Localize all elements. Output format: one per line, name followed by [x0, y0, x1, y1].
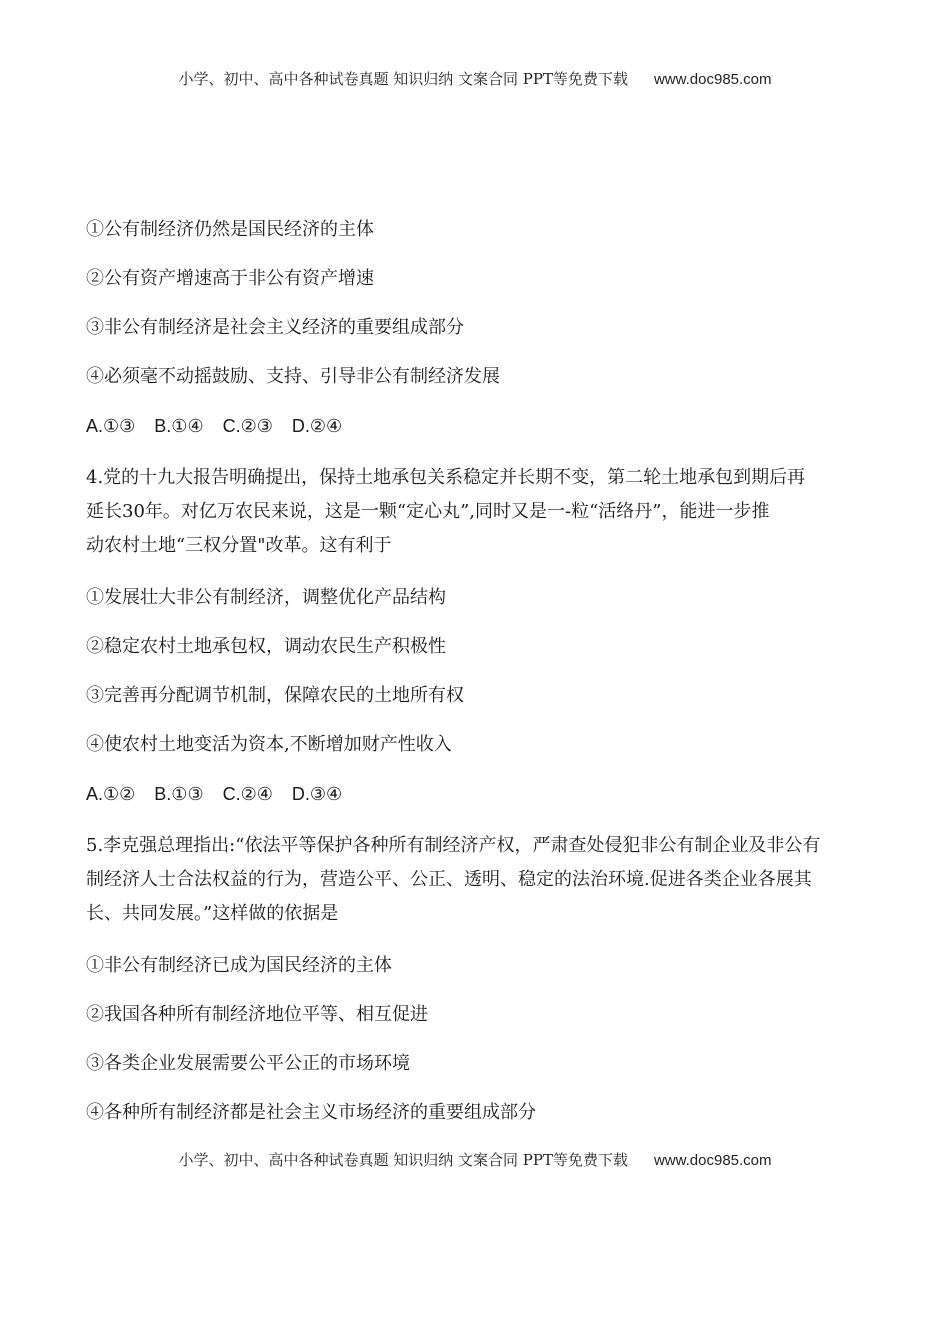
header-site-link[interactable]: www.doc985.com [653, 71, 772, 88]
header-text: 小学、初中、高中各种试卷真题 知识归纳 文案合同 PPT等免费下载 [178, 70, 628, 88]
question-3-options [86, 216, 866, 391]
footer-text: 小学、初中、高中各种试卷真题 知识归纳 文案合同 PPT等免费下载 [178, 1151, 628, 1169]
q5-stem-line-1: 5.李克强总理指出:“依法平等保护各种所有制经济产权，严肃查处侵犯非公有制企业及非公有 [86, 835, 821, 856]
q5-option-4: ④各种所有制经济都是社会主义市场经济的重要组成部分 [86, 1102, 536, 1123]
q3-choice-d: D.②④ [291, 416, 343, 436]
q4-stem-line-1: 4.党的十九大报告明确提出，保持土地承包关系稳定并长期不变，第二轮土地承包到期后再 [86, 467, 806, 488]
q3-choice-b: B.①④ [154, 416, 204, 436]
q4-choice-d: D.③④ [291, 784, 343, 804]
q5-stem-line-3: 长、共同发展。”这样做的依据是 [86, 903, 339, 924]
q4-option-3: ③完善再分配调节机制，保障农民的土地所有权 [86, 685, 464, 706]
q5-stem [86, 829, 866, 931]
q3-option-4: ④必须毫不动摇鼓励、支持、引导非公有制经济发展 [86, 366, 500, 387]
footer-site-link[interactable]: www.doc985.com [653, 1152, 772, 1169]
q4-choices [86, 780, 866, 808]
q5-option-1: ①非公有制经济已成为国民经济的主体 [86, 955, 392, 976]
page-header [0, 68, 950, 89]
q3-choices [86, 412, 866, 440]
q3-choice-c: C.②③ [222, 416, 273, 436]
q4-option-1: ①发展壮大非公有制经济，调整优化产品结构 [86, 587, 446, 608]
q4-option-4: ④使农村土地变活为资本,不断增加财产性收入 [86, 734, 452, 755]
q4-choice-c: C.②④ [222, 784, 273, 804]
q3-option-1: ①公有制经济仍然是国民经济的主体 [86, 219, 374, 240]
q5-stem-line-2: 制经济人士合法权益的行为，营造公平、公正、透明、稳定的法治环境.促进各类企业各展其 [86, 869, 812, 890]
question-4-options [86, 584, 866, 759]
q4-choice-b: B.①③ [154, 784, 204, 804]
q5-option-2: ②我国各种所有制经济地位平等、相互促进 [86, 1004, 428, 1025]
q4-stem-line-3: 动农村土地“三权分置"改革。这有利于 [86, 535, 392, 556]
document-body [86, 216, 866, 1148]
page-footer [0, 1149, 950, 1170]
q4-stem [86, 461, 866, 563]
q3-option-3: ③非公有制经济是社会主义经济的重要组成部分 [86, 317, 464, 338]
question-5-options [86, 952, 866, 1127]
q3-choice-a: A.①③ [86, 416, 136, 436]
q3-option-2: ②公有资产增速高于非公有资产增速 [86, 268, 374, 289]
q5-option-3: ③各类企业发展需要公平公正的市场环境 [86, 1053, 410, 1074]
q4-option-2: ②稳定农村土地承包权，调动农民生产积极性 [86, 636, 446, 657]
q4-stem-line-2: 延长30年。对亿万农民来说，这是一颗“定心丸”,同时又是一-粒“活络丹”，能进一步推 [86, 501, 770, 522]
q4-choice-a: A.①② [86, 784, 136, 804]
